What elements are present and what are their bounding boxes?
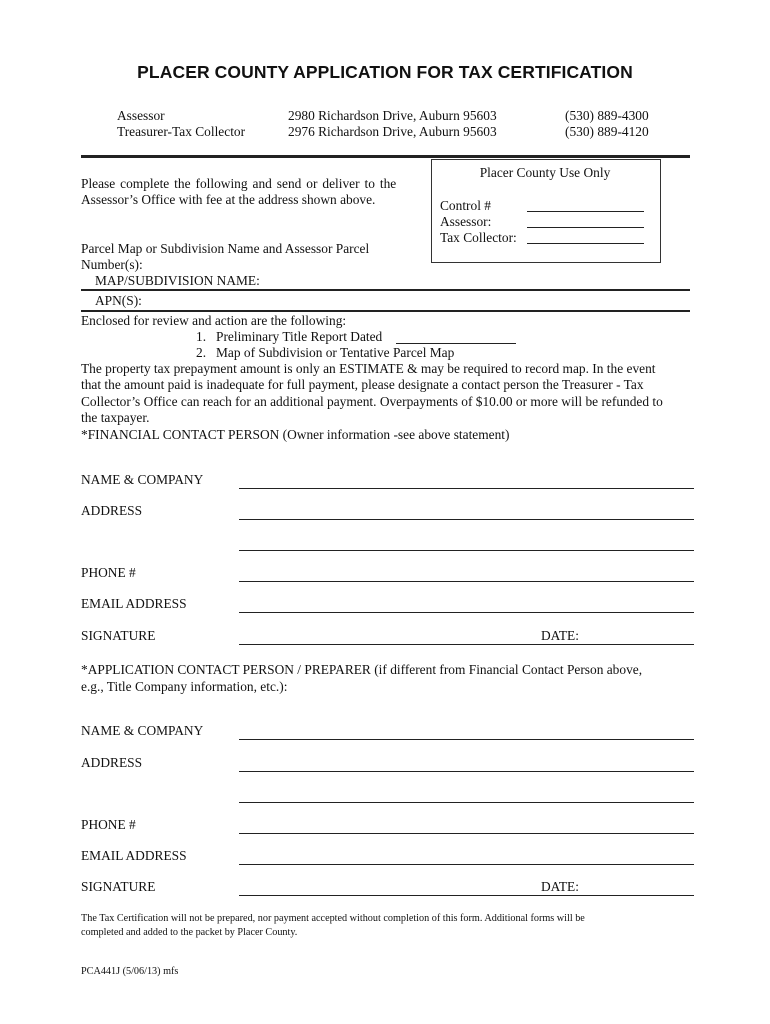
- financial-name-company-label: NAME & COMPANY: [81, 472, 204, 487]
- application-contact-heading-line-2: e.g., Title Company information, etc.):: [81, 679, 288, 694]
- application-address-field-2[interactable]: [239, 802, 694, 803]
- application-contact-heading-line-1: *APPLICATION CONTACT PERSON / PREPARER (if different from Financial Contact Person above,: [81, 662, 643, 677]
- application-address-label: ADDRESS: [81, 755, 143, 770]
- map-subdivision-field[interactable]: [81, 289, 690, 291]
- application-email-field[interactable]: [239, 864, 694, 865]
- footer-note-line-2: completed and added to the packet by Placer County.: [81, 927, 298, 938]
- application-email-label: EMAIL ADDRESS: [81, 848, 187, 863]
- application-date-label: DATE:: [541, 879, 579, 894]
- form-code: PCA441J (5/06/13) mfs: [81, 966, 179, 977]
- enclosed-item-1-number: 1.: [196, 329, 207, 344]
- application-address-field-1[interactable]: [239, 771, 694, 772]
- assessor-use-label: Assessor:: [440, 214, 492, 229]
- county-use-only-heading: Placer County Use Only: [479, 165, 611, 180]
- application-phone-field[interactable]: [239, 833, 694, 834]
- control-number-label: Control #: [440, 198, 491, 213]
- tax-collector-office-phone: (530) 889-4120: [565, 124, 649, 139]
- financial-contact-heading: *FINANCIAL CONTACT PERSON (Owner information -see above statement): [81, 427, 510, 442]
- tax-collector-office-name: Treasurer-Tax Collector: [117, 124, 246, 139]
- financial-email-field[interactable]: [239, 612, 694, 613]
- financial-address-label: ADDRESS: [81, 503, 143, 518]
- assessor-office-phone: (530) 889-4300: [565, 108, 649, 123]
- financial-phone-field[interactable]: [239, 581, 694, 582]
- application-signature-field[interactable]: [239, 895, 694, 896]
- financial-signature-field[interactable]: [239, 644, 694, 645]
- estimate-paragraph-line-3: Collector’s Office can reach for an additional payment. Overpayments of $10.00 or more will be refunded to: [81, 394, 663, 409]
- title-report-date-field[interactable]: [396, 343, 516, 344]
- enclosed-item-2-number: 2.: [196, 345, 207, 360]
- tax-collector-office-address: 2976 Richardson Drive, Auburn 95603: [288, 124, 497, 139]
- financial-phone-label: PHONE #: [81, 565, 136, 580]
- financial-address-field-2[interactable]: [239, 550, 694, 551]
- assessor-office-name: Assessor: [117, 108, 165, 123]
- financial-name-company-field[interactable]: [239, 488, 694, 489]
- enclosed-item-1-text: Preliminary Title Report Dated: [216, 329, 383, 344]
- map-subdivision-label: MAP/SUBDIVISION NAME:: [95, 273, 260, 288]
- application-name-company-label: NAME & COMPANY: [81, 723, 204, 738]
- instructions-line-2: Assessor’s Office with fee at the address shown above.: [81, 192, 376, 207]
- control-number-field[interactable]: [527, 211, 644, 212]
- tax-collector-use-field[interactable]: [527, 243, 644, 244]
- assessor-use-field[interactable]: [527, 227, 644, 228]
- instructions-line-1: Please complete the following and send or deliver to the: [81, 176, 397, 191]
- parcel-intro-line-1: Parcel Map or Subdivision Name and Assessor Parcel: [81, 241, 370, 256]
- enclosed-heading: Enclosed for review and action are the following:: [81, 313, 347, 328]
- page-title: PLACER COUNTY APPLICATION FOR TAX CERTIFICATION: [137, 62, 633, 82]
- enclosed-item-2-text: Map of Subdivision or Tentative Parcel Map: [216, 345, 455, 360]
- estimate-paragraph-line-2: that the amount paid is inadequate for full payment, please designate a contact person the Treasurer - Tax: [81, 377, 644, 392]
- apn-field[interactable]: [81, 310, 690, 312]
- header-divider: [81, 155, 690, 158]
- parcel-intro-line-2: Number(s):: [81, 257, 143, 272]
- application-name-company-field[interactable]: [239, 739, 694, 740]
- estimate-paragraph-line-4: the taxpayer.: [81, 410, 150, 425]
- apn-label: APN(S):: [95, 293, 142, 308]
- financial-signature-label: SIGNATURE: [81, 628, 156, 643]
- application-phone-label: PHONE #: [81, 817, 136, 832]
- tax-collector-use-label: Tax Collector:: [440, 230, 517, 245]
- assessor-office-address: 2980 Richardson Drive, Auburn 95603: [288, 108, 497, 123]
- financial-email-label: EMAIL ADDRESS: [81, 596, 187, 611]
- financial-date-label: DATE:: [541, 628, 579, 643]
- estimate-paragraph-line-1: The property tax prepayment amount is only an ESTIMATE & may be required to record map. In the event: [81, 361, 656, 376]
- financial-address-field-1[interactable]: [239, 519, 694, 520]
- footer-note-line-1: The Tax Certification will not be prepared, nor payment accepted without completion of this form. Additional forms will be: [81, 913, 585, 924]
- application-signature-label: SIGNATURE: [81, 879, 156, 894]
